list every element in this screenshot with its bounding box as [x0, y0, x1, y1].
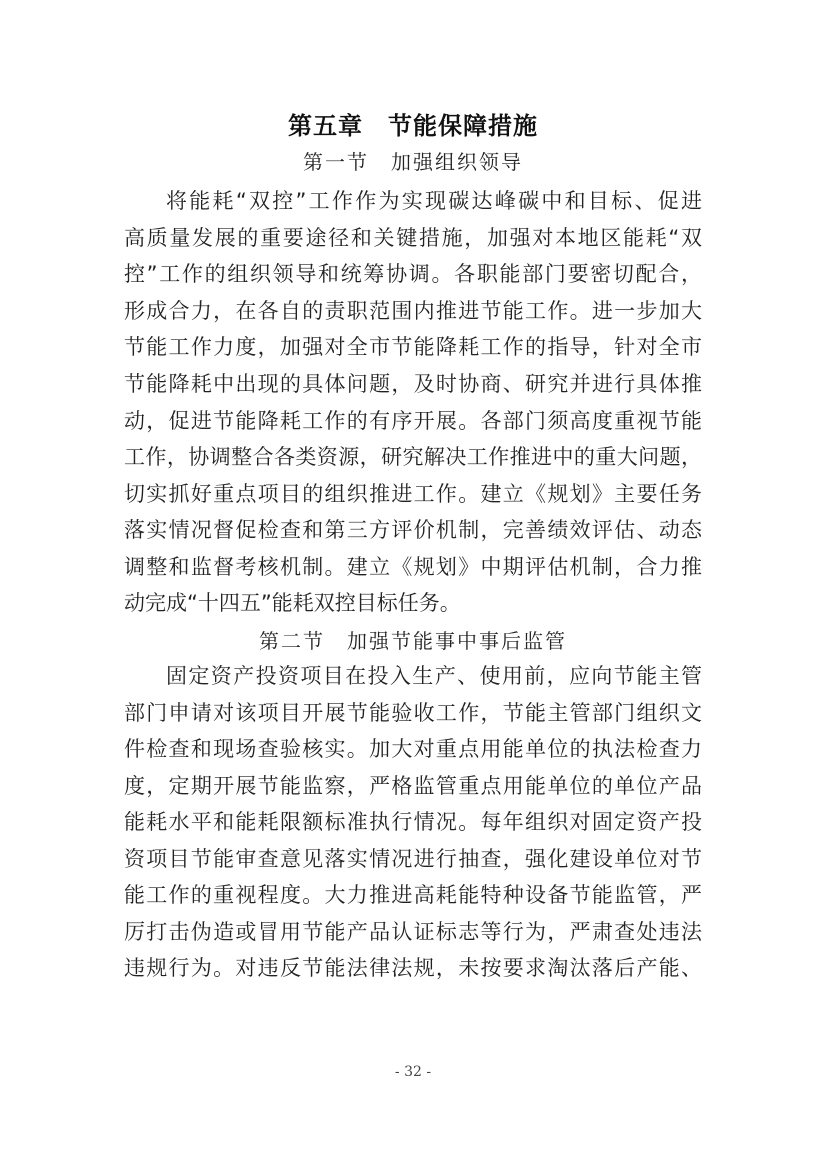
section-1-heading: 第一节 加强组织领导: [303, 150, 523, 174]
paragraph-line: 形成合力，在各自的责职范围内推进节能工作。进一步加大: [124, 299, 702, 323]
paragraph-line: 切实抓好重点项目的组织推进工作。建立《规划》主要任务: [124, 482, 702, 506]
paragraph-line: 动，促进节能降耗工作的有序开展。各部门须高度重视节能: [124, 409, 702, 433]
paragraph-line: 能工作的重视程度。大力推进高耗能特种设备节能监管，严: [124, 883, 702, 907]
section-2-heading: 第二节 加强节能事中事后监管: [259, 629, 567, 653]
paragraph-line: 调整和监督考核机制。建立《规划》中期评估机制，合力推: [124, 555, 702, 579]
paragraph-line: 度，定期开展节能监察，严格监管重点用能单位的单位产品: [124, 774, 702, 798]
paragraph-line: 能耗水平和能耗限额标准执行情况。每年组织对固定资产投: [124, 810, 702, 834]
paragraph-line: 工作，协调整合各类资源，研究解决工作推进中的重大问题，: [124, 445, 702, 469]
paragraph-line: 件检查和现场查验核实。加大对重点用能单位的执法检查力: [124, 737, 702, 761]
paragraph-line: 厉打击伪造或冒用节能产品认证标志等行为，严肃查处违法: [124, 920, 702, 944]
chapter-title: 第五章 节能保障措施: [288, 112, 538, 140]
paragraph-line: 固定资产投资项目在投入生产、使用前，应向节能主管: [166, 664, 702, 688]
paragraph-line: 资项目节能审查意见落实情况进行抽查，强化建设单位对节: [124, 847, 702, 871]
page-number: - 32 -: [394, 1064, 432, 1080]
paragraph-line: 动完成“十四五”能耗双控目标任务。: [124, 591, 461, 615]
paragraph-line: 落实情况督促检查和第三方评价机制，完善绩效评估、动态: [124, 518, 702, 542]
paragraph-line: 节能降耗中出现的具体问题，及时协商、研究并进行具体推: [124, 372, 702, 396]
paragraph-line: 违规行为。对违反节能法律法规，未按要求淘汰落后产能、: [124, 956, 702, 980]
paragraph-line: 将能耗“双控”工作作为实现碳达峰碳中和目标、促进: [166, 189, 702, 213]
paragraph-line: 节能工作力度，加强对全市节能降耗工作的指导，针对全市: [124, 335, 702, 359]
paragraph-line: 控”工作的组织领导和统筹协调。各职能部门要密切配合，: [124, 262, 702, 286]
paragraph-line: 部门申请对该项目开展节能验收工作，节能主管部门组织文: [124, 701, 702, 725]
paragraph-line: 高质量发展的重要途径和关键措施，加强对本地区能耗“双: [124, 226, 702, 250]
